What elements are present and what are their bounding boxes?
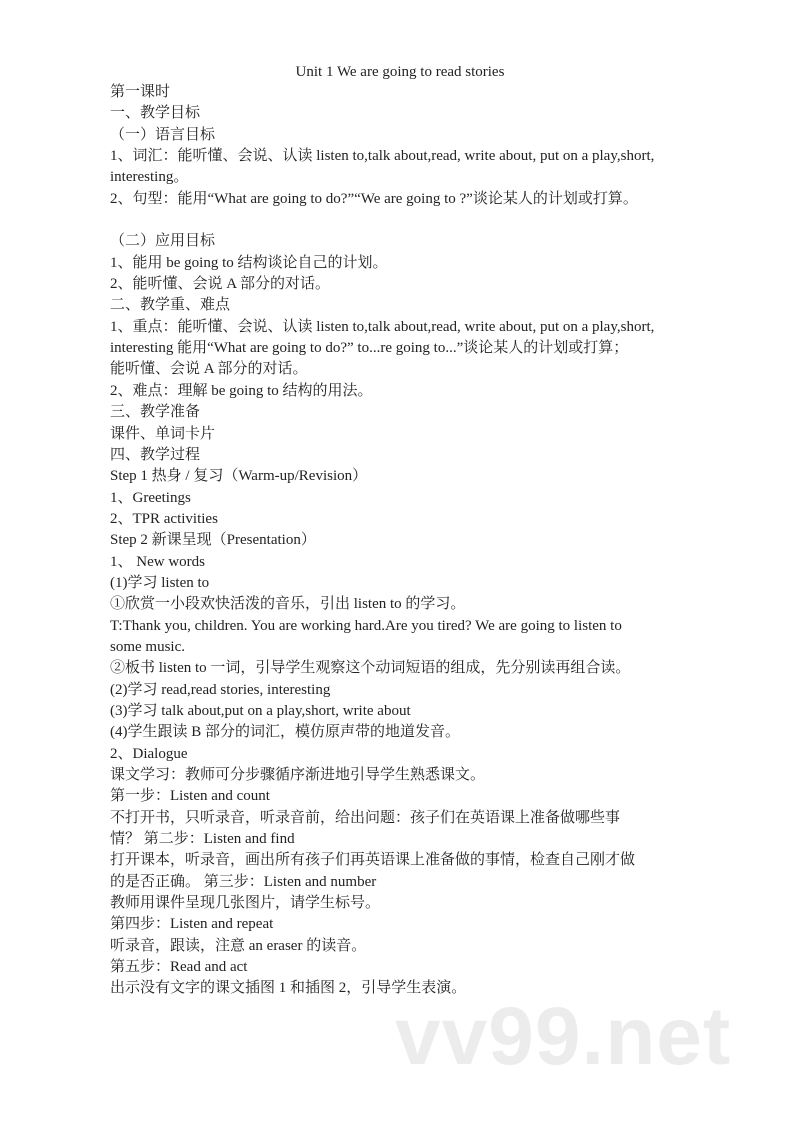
text-line: 的是否正确。 第三步：Listen and number bbox=[110, 873, 377, 890]
text-line: 四、教学过程 bbox=[110, 446, 201, 463]
text-line: 第一步：Listen and count bbox=[110, 788, 270, 805]
text-line: 第四步：Listen and repeat bbox=[110, 916, 274, 933]
text-line: 2、难点：理解 be going to 结构的用法。 bbox=[110, 382, 373, 399]
text-line: 二、教学重、难点 bbox=[110, 297, 231, 314]
text-line: some music. bbox=[110, 638, 185, 655]
document-title: Unit 1 We are going to read stories bbox=[295, 64, 505, 80]
text-line: 2、TPR activities bbox=[110, 510, 218, 527]
text-line: ②板书 listen to 一词，引导学生观察这个动词短语的组成，先分别读再组合读。 bbox=[110, 660, 631, 677]
watermark: vv99.net bbox=[395, 991, 732, 1082]
text-line: 1、能用 be going to 结构谈论自己的计划。 bbox=[110, 254, 388, 271]
text-line: 第五步：Read and act bbox=[110, 959, 248, 976]
text-line: (3)学习 talk about,put on a play,short, write about bbox=[110, 702, 411, 719]
blank-line bbox=[110, 210, 690, 231]
text-line: (4)学生跟读 B 部分的词汇，模仿原声带的地道发音。 bbox=[110, 724, 460, 741]
text-line: 打开课本，听录音，画出所有孩子们再英语课上准备做的事情，检查自己刚才做 bbox=[110, 852, 636, 869]
text-line: 不打开书，只听录音，听录音前，给出问题：孩子们在英语课上准备做哪些事 bbox=[110, 809, 621, 826]
text-line: 教师用课件呈现几张图片，请学生标号。 bbox=[110, 895, 381, 912]
text-line: interesting。 bbox=[110, 169, 189, 186]
text-line: ①欣赏一小段欢快活泼的音乐，引出 listen to 的学习。 bbox=[110, 596, 466, 613]
text-line: 课文学习：教师可分步骤循序渐进地引导学生熟悉课文。 bbox=[110, 767, 486, 783]
text-line: 1、 New words bbox=[110, 553, 205, 570]
text-line: 1、重点：能听懂、会说、认读 listen to,talk about,read, write about, put on a play,short, bbox=[110, 318, 655, 335]
text-line: (2)学习 read,read stories, interesting bbox=[110, 681, 331, 698]
text-line: （一）语言目标 bbox=[110, 126, 216, 143]
text-line: T:Thank you, children. You are working hard.Are you tired? We are going to listen to bbox=[110, 617, 622, 634]
text-line: (1)学习 listen to bbox=[110, 574, 210, 591]
text-line: 1、词汇：能听懂、会说、认读 listen to,talk about,read, write about, put on a play,short, bbox=[110, 148, 655, 165]
text-line: 1、Greetings bbox=[110, 489, 191, 506]
text-line: 2、Dialogue bbox=[110, 745, 188, 762]
text-line: 一、教学目标 bbox=[110, 105, 201, 122]
text-line: 情？ 第二步：Listen and find bbox=[110, 831, 295, 848]
text-line: 听录音，跟读，注意 an eraser 的读音。 bbox=[110, 937, 367, 954]
text-line: Step 1 热身 / 复习（Warm-up/Revision） bbox=[110, 468, 368, 485]
text-line: （二）应用目标 bbox=[110, 233, 216, 250]
text-line: 课件、单词卡片 bbox=[110, 425, 216, 442]
text-line: 能听懂、会说 A 部分的对话。 bbox=[110, 361, 308, 378]
text-line: 三、教学准备 bbox=[110, 404, 201, 421]
text-line: 2、能听懂、会说 A 部分的对话。 bbox=[110, 276, 331, 293]
document-body bbox=[110, 82, 690, 1000]
text-line: interesting 能用“What are going to do?” to...re going to...”谈论某人的计划或打算； bbox=[110, 340, 629, 357]
text-line: 2、句型：能用“What are going to do?”“We are going to ?”谈论某人的计划或打算。 bbox=[110, 190, 638, 207]
text-line: 第一课时 bbox=[110, 84, 171, 100]
text-line: 出示没有文字的课文插图 1 和插图 2，引导学生表演。 bbox=[110, 980, 467, 997]
text-line: Step 2 新课呈现（Presentation） bbox=[110, 532, 316, 549]
